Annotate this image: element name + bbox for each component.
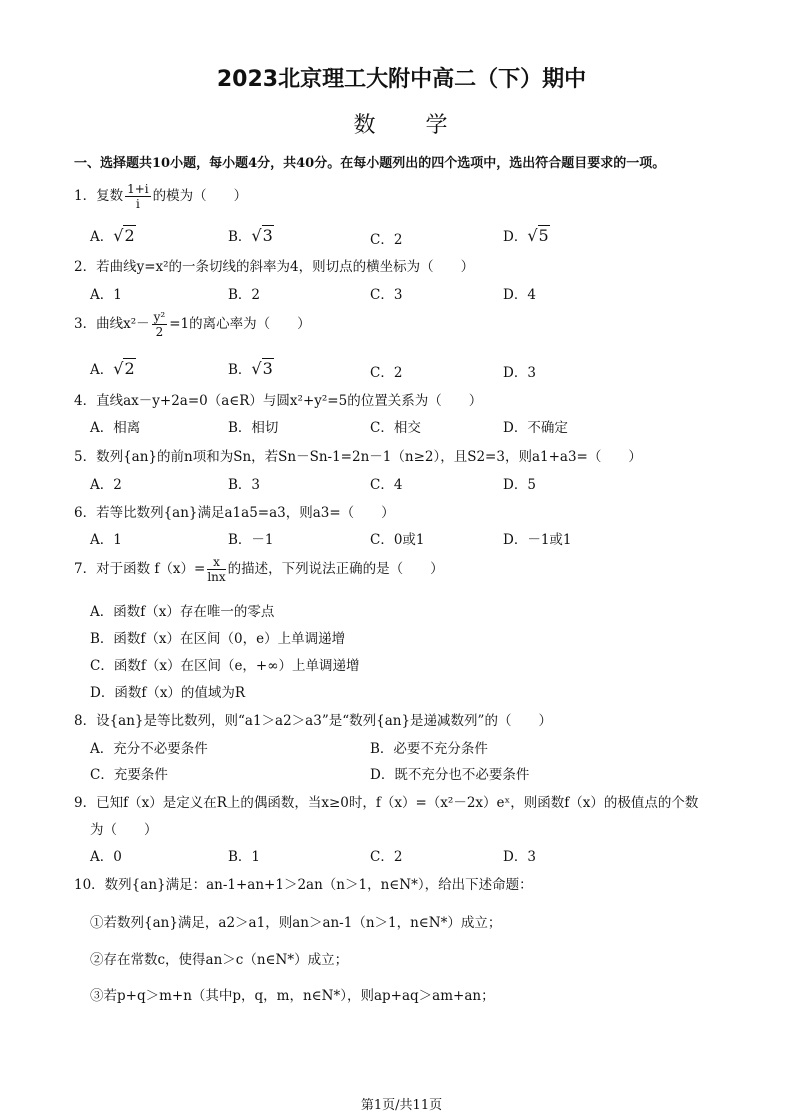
q2-option-d: D．4 xyxy=(503,287,536,303)
q10-statement-3: ③若p+q＞m+n（其中p，q，m，n∈N*），则ap+aq＞am+an； xyxy=(90,988,495,1004)
q5-option-c: C．4 xyxy=(370,477,403,493)
question-7: 7．对于函数 f（x）= $\frac{x}{\ln x}$ 的描述，下列说法正确的是（ ） xyxy=(74,555,444,584)
q4-option-b: B．相切 xyxy=(228,420,279,436)
q6-option-d: D．－1或1 xyxy=(503,532,572,548)
q8-option-a: A．充分不必要条件 xyxy=(90,741,208,757)
question-2: 2．若曲线y=x²的一条切线的斜率为4，则切点的横坐标为（ ） xyxy=(74,259,475,275)
q2-option-c: C．3 xyxy=(370,287,403,303)
q2-option-b: B．2 xyxy=(228,287,261,303)
question-5: 5．数列{an}的前n项和为Sn，若Sn－Sn-1=2n－1（n≥2），且S2=3，则a1+a3=（ ） xyxy=(74,449,642,465)
q5-option-a: A．2 xyxy=(90,477,122,493)
q1-fraction: $\frac{1+i}{i}$ xyxy=(127,182,149,211)
q6-option-a: A．1 xyxy=(90,532,122,548)
question-10: 10．数列{an}满足：an-1+an+1＞2an（n＞1，n∈N*），给出下述命题： xyxy=(74,877,533,893)
q1-option-c: C．2 xyxy=(370,232,403,248)
q3-option-d: D．3 xyxy=(503,365,536,381)
q3-option-a: A．√2 xyxy=(90,359,135,378)
subject-heading: 数 学 xyxy=(353,113,450,138)
q9-option-c: C．2 xyxy=(370,849,403,865)
q7-option-a: A．函数f（x）存在唯一的零点 xyxy=(90,604,275,620)
q3-fraction: $\frac{\text{y²}}{2}$ xyxy=(153,310,166,339)
q7-option-c: C．函数f（x）在区间（e，+∞）上单调递增 xyxy=(90,658,360,674)
q9-option-b: B．1 xyxy=(228,849,261,865)
question-4: 4．直线ax－y+2a=0（a∈R）与圆x²+y²=5的位置关系为（ ） xyxy=(74,393,483,409)
q9-option-d: D．3 xyxy=(503,849,536,865)
q1-stem-post: 的模为（ ） xyxy=(152,188,248,204)
q8-option-c: C．充要条件 xyxy=(90,767,168,783)
q4-option-c: C．相交 xyxy=(370,420,421,436)
question-6: 6．若等比数列{an}满足a1a5=a3，则a3=（ ） xyxy=(74,505,395,521)
q8-option-b: B．必要不充分条件 xyxy=(370,741,488,757)
section-heading: 一、选择题共10小题，每小题4分，共40分。在每小题列出的四个选项中，选出符合题目要求的一项。 xyxy=(74,156,666,171)
q4-option-d: D．不确定 xyxy=(503,420,568,436)
q7-fraction: $\frac{x}{\ln x}$ xyxy=(207,555,226,584)
q2-option-a: A．1 xyxy=(90,287,122,303)
q1-option-d: D．√5 xyxy=(503,226,549,245)
q9-option-a: A．0 xyxy=(90,849,122,865)
question-9-line-2: 为（ ） xyxy=(90,822,158,838)
q10-statement-1: ①若数列{an}满足，a2＞a1，则an＞an-1（n＞1，n∈N*）成立； xyxy=(90,915,502,931)
q5-option-d: D．5 xyxy=(503,477,536,493)
q1-stem-pre: 1．复数 xyxy=(74,188,124,204)
q1-option-a: A．√2 xyxy=(90,226,135,245)
question-1 xyxy=(74,182,247,211)
q6-option-b: B．－1 xyxy=(228,532,274,548)
q5-option-b: B．3 xyxy=(228,477,261,493)
question-3: 3．曲线x²－ $\frac{\text{y²}}{2}$ =1的离心率为（ ） xyxy=(74,310,311,339)
q6-option-c: C．0或1 xyxy=(370,532,425,548)
q7-option-d: D．函数f（x）的值域为R xyxy=(90,685,246,701)
question-8: 8．设{an}是等比数列，则“a1＞a2＞a3”是“数列{an}是递减数列”的（ ） xyxy=(74,713,552,729)
question-9-line-1: 9．已知f（x）是定义在R上的偶函数，当x≥0时，f（x）=（x²－2x）eˣ，则函数f（x）的极值点的个数 xyxy=(74,795,699,811)
q7-option-b: B．函数f（x）在区间（0，e）上单调递增 xyxy=(90,631,346,647)
q3-option-c: C．2 xyxy=(370,365,403,381)
q8-option-d: D．既不充分也不必要条件 xyxy=(370,767,530,783)
q4-option-a: A．相离 xyxy=(90,420,141,436)
q3-option-b: B．√3 xyxy=(228,359,273,378)
page-title: 2023北京理工大附中高二（下）期中 xyxy=(216,67,587,92)
q10-statement-2: ②存在常数c，使得an＞c（n∈N*）成立； xyxy=(90,952,349,968)
q1-option-b: B．√3 xyxy=(228,226,273,245)
page-footer: 第1页/共11页 xyxy=(360,1098,443,1113)
